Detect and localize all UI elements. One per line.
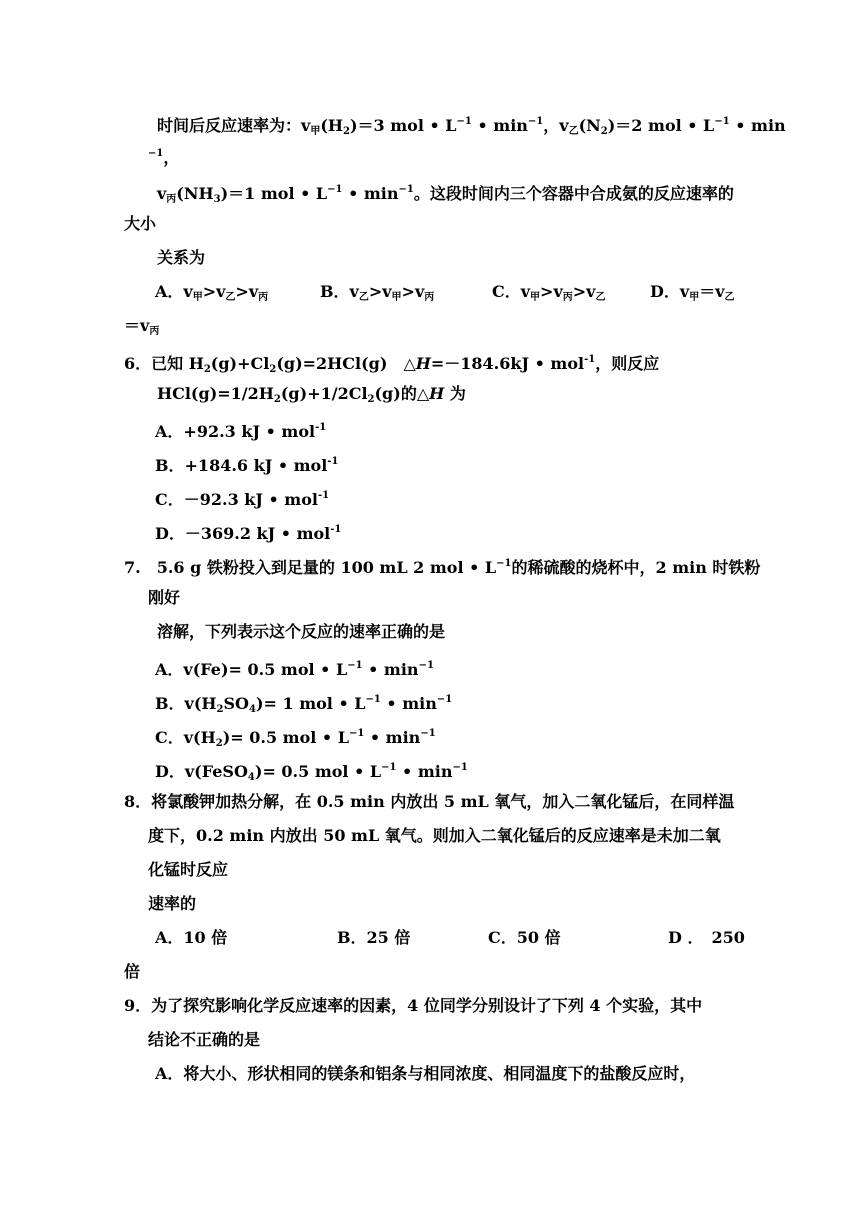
q6-stem: 6．已知 $H_2(g)+Cl_2(g)=2HCl(g)$ △H=－184.6kJ • mol$^{-1}$，则反应 <box>124 354 660 375</box>
text: 大小 <box>124 214 157 233</box>
q8-line-6: 倍 <box>124 962 141 981</box>
q5-option-a: A．$v_甲>v_乙>v_丙$ <box>155 282 269 303</box>
text: )＝3 mol • L <box>349 116 457 135</box>
text: ， <box>163 148 180 167</box>
q5-line-4 <box>124 214 156 234</box>
q6-stem-2: $HCl(g)=1/2H_2(g)+1/2Cl_2(g)$的△H 为 <box>157 384 466 405</box>
sub: 3 <box>213 194 221 205</box>
q6-option-c: C．－92.3 kJ • mol$^{-1}$ <box>155 490 330 509</box>
q8-stem-4: 速率的 <box>148 894 197 913</box>
q8-option-c: C．50 倍 <box>488 928 561 947</box>
q5-line-1 <box>157 112 786 142</box>
q6-option-b: B．+184.6 kJ • mol$^{-1}$ <box>155 456 339 475</box>
sup: −1 <box>527 116 544 127</box>
sup: −1 <box>714 116 730 127</box>
text: )＝1 mol • L <box>220 184 328 203</box>
q5-options <box>0 282 860 302</box>
sub: 2 <box>343 126 350 137</box>
text: 。这段时间内三个容器中合成氨的反应速率的 <box>413 184 734 203</box>
q9-stem-2: 结论不正确的是 <box>148 1030 261 1049</box>
sub: 甲 <box>310 126 321 137</box>
q5-line-7 <box>124 316 159 342</box>
text: • min <box>729 116 786 135</box>
q5-option-b: B．$v_乙>v_甲>v_丙$ <box>320 282 435 303</box>
sub: 丙 <box>166 194 177 205</box>
q7-stem: 7. 5.6 g 铁粉投入到足量的 100 mL 2 mol • $L^{-1}$的稀硫酸的烧杯中，2 min 时铁粉 <box>124 558 761 577</box>
sub: 丙 <box>149 326 160 337</box>
text: (H <box>320 116 343 135</box>
q6-option-a: A．+92.3 kJ • mol$^{-1}$ <box>155 422 327 441</box>
text: v <box>157 184 167 203</box>
q7-option-b: B．$v(H_2SO_4)= 1$ mol • $L^{-1}$ • $\min^{-1}$ <box>155 694 453 715</box>
q8-stem-2: 度下，0.2 min 内放出 50 mL 氧气。则加入二氧化锰后的反应速率是未加二氧 <box>148 826 721 845</box>
text: ，v <box>543 116 569 135</box>
q5-line-5 <box>157 248 205 268</box>
q5-line-3 <box>157 180 734 210</box>
text: • min <box>471 116 528 135</box>
q5-option-c: C．$v_甲>v_丙>v_乙$ <box>492 282 606 303</box>
q8-option-d: D ． 250 <box>668 928 745 947</box>
sub: 乙 <box>568 126 579 137</box>
text: ＝v <box>124 316 150 335</box>
q7-stem-2: 刚好 <box>148 588 181 607</box>
sub: 2 <box>600 126 608 137</box>
q7-stem-3: 溶解，下列表示这个反应的速率正确的是 <box>157 622 446 641</box>
q7-option-a: A．v(Fe)= 0.5 mol • $L^{-1}$ • $\min^{-1}$ <box>155 660 434 679</box>
q8-stem-3: 化锰时反应 <box>148 860 229 879</box>
q5-option-d: D．$v_甲=v_乙$ <box>650 282 735 303</box>
q8-stem: 8．将氯酸钾加热分解，在 0.5 min 内放出 5 mL 氧气，加入二氧化锰后，在同样温 <box>124 792 735 811</box>
text: 时间后反应速率为：v <box>157 116 311 135</box>
text: )＝2 mol • L <box>607 116 715 135</box>
q7-option-d: D．v(FeSO$_4$)= 0.5 mol • $L^{-1}$ • $\min^{-1}$ <box>155 762 468 783</box>
q9-option-a: A．将大小、形状相同的镁条和铝条与相同浓度、相同温度下的盐酸反应时， <box>155 1064 696 1083</box>
sup: −1 <box>148 148 164 159</box>
text: 关系为 <box>157 248 206 267</box>
text: • min <box>342 184 399 203</box>
text: (N <box>578 116 601 135</box>
sup: −1 <box>398 184 414 195</box>
q7-option-c: C．$v(H_2)= 0.5$ mol • $L^{-1}$ • $\min^{-1}$ <box>155 728 436 749</box>
sup: −1 <box>456 116 472 127</box>
q9-stem: 9．为了探究影响化学反应速率的因素，4 位同学分别设计了下列 4 个实验，其中 <box>124 996 703 1015</box>
sup: −1 <box>327 184 343 195</box>
q8-options <box>0 928 860 948</box>
q8-option-a: A．10 倍 <box>155 928 228 947</box>
q6-option-d: D．－369.2 kJ • mol$^{-1}$ <box>155 524 342 543</box>
q8-option-b: B．25 倍 <box>337 928 411 947</box>
text: (NH <box>176 184 214 203</box>
q5-line-2 <box>148 144 179 168</box>
